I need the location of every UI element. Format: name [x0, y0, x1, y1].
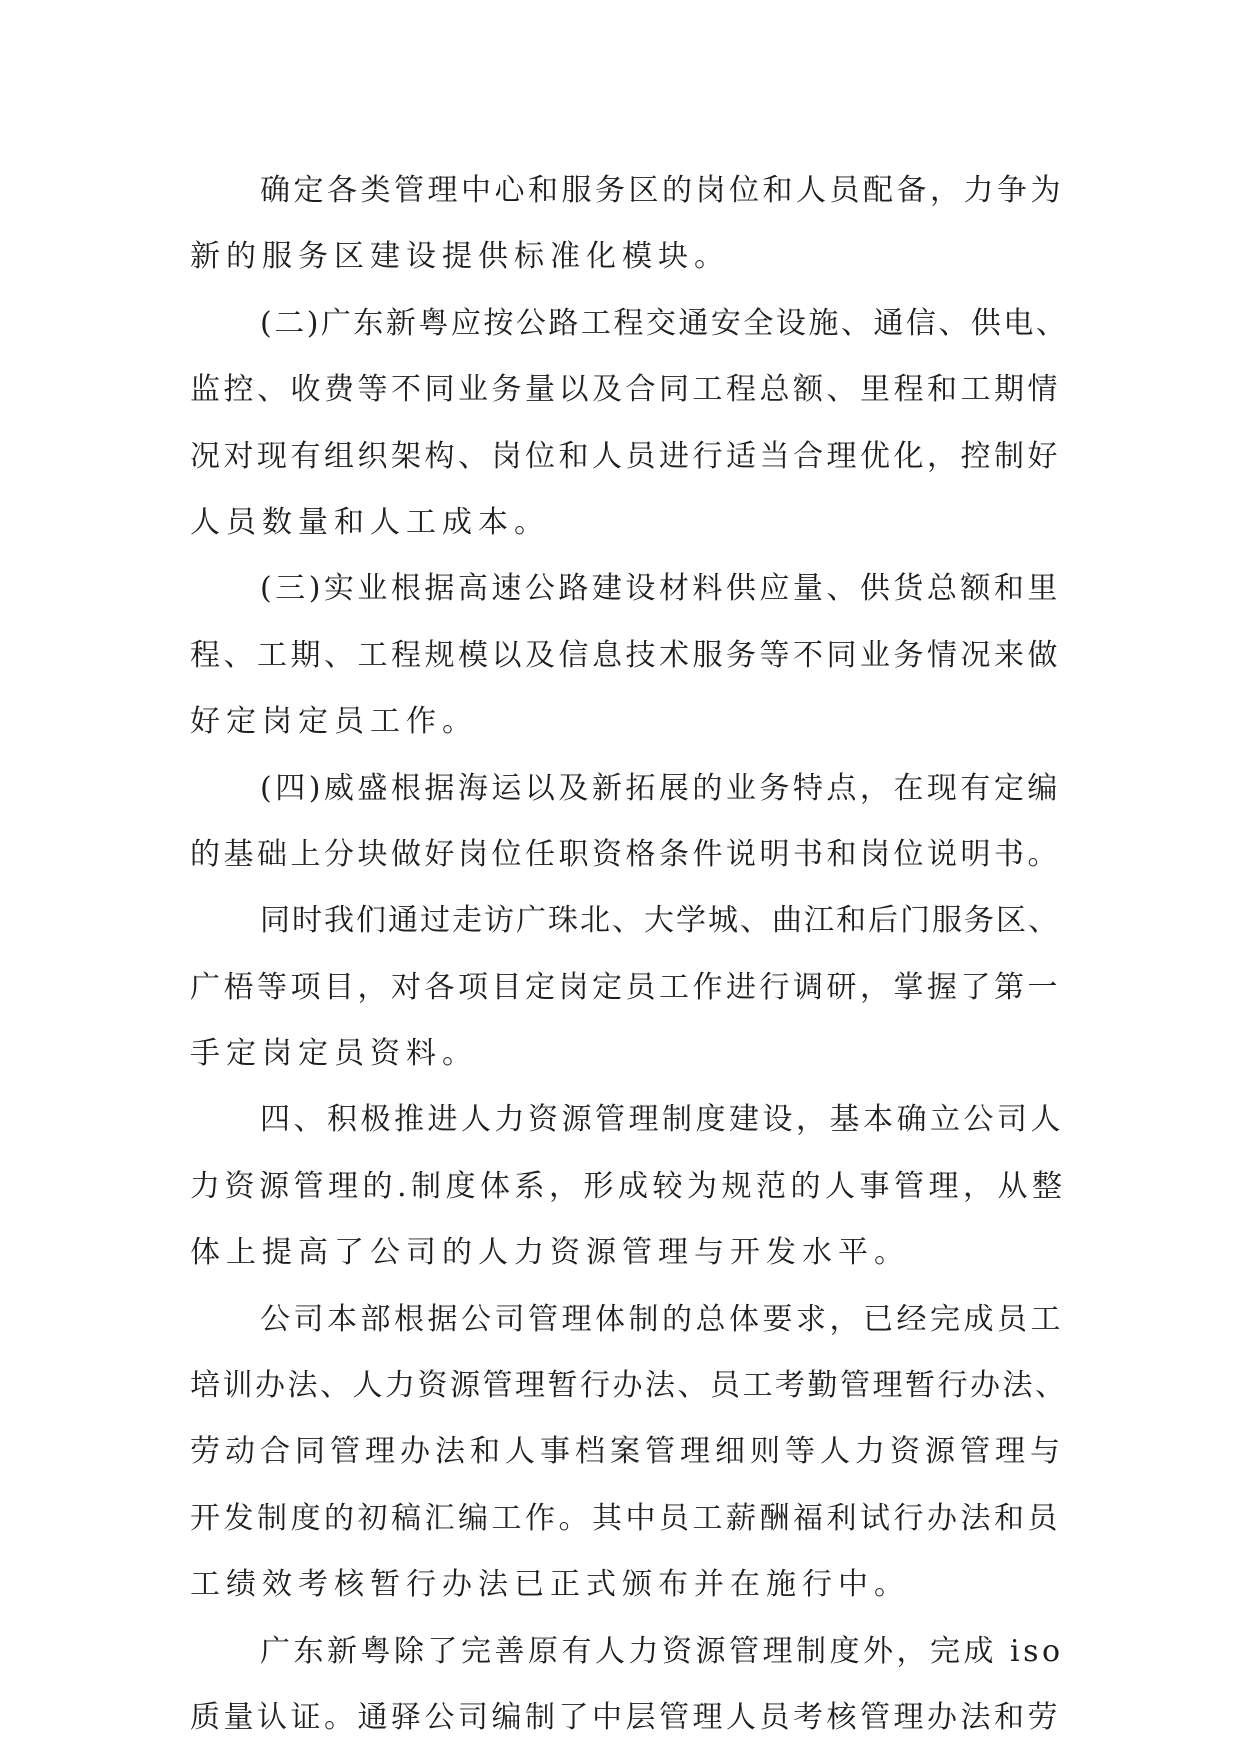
paragraph-line: 工绩效考核暂行办法已正式颁布并在施行中。	[190, 1567, 910, 1603]
paragraph-first-line: (四)威盛根据海运以及新拓展的业务特点，在现有定编	[260, 770, 1061, 806]
paragraph-line: 培训办法、人力资源管理暂行办法、员工考勤管理暂行办法、	[190, 1368, 1068, 1404]
paragraph-first-line: (二)广东新粤应按公路工程交通安全设施、通信、供电、	[260, 305, 1069, 341]
paragraph-line: 质量认证。通驿公司编制了中层管理人员考核管理办法和劳	[190, 1699, 1061, 1735]
paragraph-first-line: (三)实业根据高速公路建设材料供应量、供货总额和里	[260, 571, 1061, 607]
paragraph-line: 况对现有组织架构、岗位和人员进行适当合理优化，控制好	[190, 438, 1061, 474]
paragraph-first-line: 广东新粤除了完善原有人力资源管理制度外，完成 iso	[260, 1633, 1064, 1669]
paragraph-line: 劳动合同管理办法和人事档案管理细则等人力资源管理与	[190, 1434, 1065, 1470]
paragraph-line: 广梧等项目，对各项目定岗定员工作进行调研，掌握了第一	[190, 969, 1061, 1005]
paragraph-line: 开发制度的初稿汇编工作。其中员工薪酬福利试行办法和员	[190, 1500, 1061, 1536]
paragraph-line: 好定岗定员工作。	[190, 704, 478, 740]
paragraph-line: 力资源管理的.制度体系，形成较为规范的人事管理，从整	[190, 1168, 1067, 1204]
paragraph-line: 的基础上分块做好岗位任职资格条件说明书和岗位说明书。	[190, 836, 1061, 872]
paragraph-first-line: 四、积极推进人力资源管理制度建设，基本确立公司人	[260, 1102, 1064, 1138]
paragraph-first-line: 同时我们通过走访广珠北、大学城、曲江和后门服务区、	[260, 903, 1060, 939]
document-body	[190, 158, 1070, 1751]
paragraph-line: 程、工期、工程规模以及信息技术服务等不同业务情况来做	[190, 637, 1061, 673]
paragraph-line: 人员数量和人工成本。	[190, 504, 550, 540]
paragraph-line: 体上提高了公司的人力资源管理与开发水平。	[190, 1235, 910, 1271]
paragraph-line: 监控、收费等不同业务量以及合同工程总额、里程和工期情	[190, 372, 1061, 408]
paragraph-line: 新的服务区建设提供标准化模块。	[190, 239, 730, 275]
paragraph-first-line: 确定各类管理中心和服务区的岗位和人员配备，力争为	[260, 173, 1064, 208]
paragraph-first-line: 公司本部根据公司管理体制的总体要求，已经完成员工	[260, 1301, 1064, 1337]
paragraph-line: 手定岗定员资料。	[190, 1036, 478, 1072]
